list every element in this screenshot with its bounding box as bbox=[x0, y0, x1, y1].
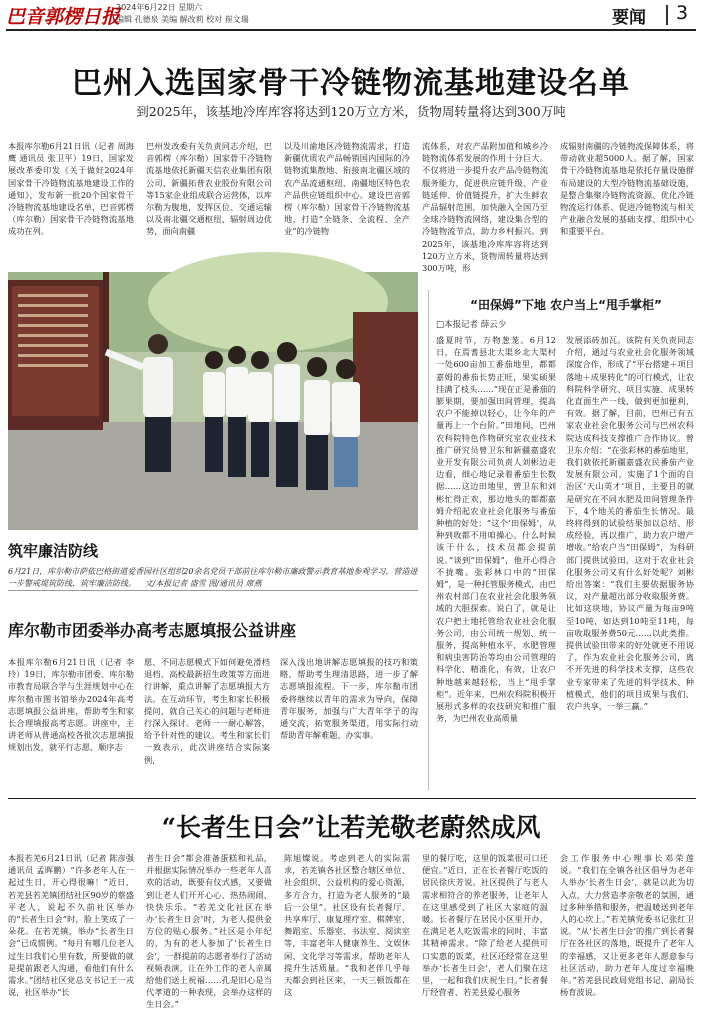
elders-col-2: 者生日会”都会准备蛋糕和礼品，并根据实际情况举办一些老年人喜欢的活动，既要有仪式感，又要做到让老人们开开心心、热热闹闹、快快乐乐。“若羌文化社区在举办‘长者生日会’时，为老人提供金方位的贴心服务。”社区是小年纪的，为有的老人参加了‘长者生日会’，一群提前的志愿者举行了活动视频表演，让在外工作的老人亲属给他们送上祝福……孔是旧心是当代孝道的一种表现，会举办这样的生日会。” bbox=[146, 853, 272, 1010]
tianbaomu-byline: □本报记者 薛云少 bbox=[436, 320, 507, 330]
tianbaomu-col-1: 盛夏时节，万物葱茏。6月12日，在焉耆县北大渠乡北大渠村一处600亩加工番茄地里，都都嘉姆的番茄长势正旺，果实硕果挂满了枝头……“现在正是番茄的膨果期，要加强田间管理，提高农户不能掉以轻心，让今年的产量再上一个台阶。”田地间，巴州农科院特色作物研究室农业技术推广研究员曾卫东和新疆嘉盛农业开发有限公司负责人刘彬边走边看，细心地记录着番茄生长数据……这边田地里，曾卫东和刘彬忙得正欢，那边地头的都都嘉姆介绍起农业社会化服务与番茄种植的好处：“这个‘田保姆’，从种到收都不用咱操心。什么时候该干什么，技术员都会提前说。”谈到“田保姆”，他开心得合不拢嘴。张彩林口中的“田保姆”，是一种托管服务模式，由巴州农村部门在农业社会化服务领域的大胆探索。说白了，就是让农户把土地托管给农业社会化服务公司，由公司统一规划、统一服务，提高种植水平，水肥管理和病虫害防治等均由公司管理的科学化、精准化，有效，让农户种地越来越轻松，当上“甩手掌柜”。近年来，巴州农科院积极开展形式多样的农技研究和推广服务，为巴州农业高质量 bbox=[436, 335, 556, 724]
elders-top-rule bbox=[8, 798, 696, 799]
page-number: 3 bbox=[676, 2, 689, 24]
elders-headline: “长者生日会”让若羌敬老蔚然成风 bbox=[161, 813, 541, 842]
elders-col-4: 里的餐厅吃，这里的饭菜很可口还便宜。”近日，正在长者餐厅吃饭的居民徐庆芳说。社区提供了与老人需求相符合的养老服务，让老年人在这里感受到了社区大家庭的温暖。长者餐厅在居民小区里开办，在满足老人吃饭需求的同时，丰富其精神需求。“除了给老人提供可口实惠的饭菜，社区还经常在这里举办‘长者生日会’，老人们聚在这里，一起和我们庆祝生日。”长者餐厅经营者、若羌县爱心服务 bbox=[422, 853, 548, 998]
masthead-rule bbox=[6, 29, 696, 31]
right-column-divider bbox=[428, 290, 429, 790]
tianbaomu-col-2: 发展添砖加瓦。该院有关负责同志介绍，通过与农业社会化服务领域深度合作，形成了“平台搭建＋项目落地＋成果转化”的可行模式，让农科院科学研究、项目实施、成果转化直面生产一线，做到更加便利、有效。据了解，目前，巴州已有五家农业社会化服务公司与巴州农科院达成科技支撑推广合作协议。曾卫东介绍：“在张彩林的番茄地里，我们就依托新疆嘉盛农民番茄产业发展有限公司，实施了1个面的自治区‘天山英才’项目，主要目的就是研究在不同水肥及田间管理条件下，4个地关的番茄生长情况。最终将得到的试验结果加以总结、形成经验，再以推广，助力农户增产增收。”给农户当“田保姆”，为科研部门提供试验田，这对于农业社会化服务公司又有什么好处呢？刘彬给出答案：“我们主要依据服务协议，对产量超出部分收取服务费。比如这块地，协议产量为每亩9吨至10吨，如达到10吨至11吨，每亩收取服务费50元……以此类推。提供试验田带来的好处就更不用说了，作为农业社会化服务公司，离不开先进的科学技术支撑，这些农业专家带来了先进的科学技术、种植模式，他们的项目成果与我们、农户共享，一举三赢。” bbox=[566, 335, 694, 712]
lead-col-4: 流体系，对农产品附加值和城乡冷链物流体系发展的作用十分巨大。不仅将进一步提升农产品冷链物流服务能力，促进供应链升级、产业链延伸、价值链提升，扩大生鲜农产品辐射范围，加快融入全国乃至全球冷链物流网络，建设集合型的冷链物流节点，助力乡村振兴。到2025年，该基地冷库库容将达到120万立方米，货物周转量将达到300万吨，形 bbox=[422, 141, 548, 274]
lead-subheadline: 到2025年，该基地冷库库容将达到120万立方米，货物周转量将达到300万吨 bbox=[136, 104, 566, 119]
league-headline: 库尔勒市团委举办高考志愿填报公益讲座 bbox=[8, 621, 297, 640]
elders-col-3: 陈旭燦说。考虑到老人的实际需求，若羌镇各社区整合辖区单位、社会组织、公益机构的爱心资源，多方合力，打造为老人服务的“最后一公里”。社区设有长者餐厅、共享库厅、康复理疗室、棋牌室、舞蹈室、乐器室、书法室、阅读室等，丰富老年人健康养生、文娱休闲、文化学习等需求，帮助老年人提升生活质量。“我和老伴几乎每天都会到社区来，一天三顿饭都在这 bbox=[284, 853, 410, 998]
elders-col-5: 会工作服务中心理事长邓荣莲说。“我们在全镇各社区倡导为老年人举办‘长者生日会’，就是以此为切入点，大力营造孝亲敬老的氛围，通过多种举措和服务，把温暖送到老年人的心坎上。”若羌镇党委书记张红卫说。“从‘长者生日会’的推广到长者餐厅在各社区的落地，既提升了老年人的幸福感，又让更多老年人愿意参与社区活动，助力老年人度过幸福晚年。”若羌县民政局党组书记、副局长杨育波说。 bbox=[560, 853, 694, 998]
photo-caption-body: 6月21日，库尔勒市萨依巴格街道爱香园社区组织20余名党员干部前往库尔勒市廉政警示教育基地参观学习，营造进一步警戒堤筑防线，筑牢廉洁防线。 bbox=[8, 567, 418, 588]
section-name: 要闻 bbox=[612, 8, 646, 28]
photo-caption-title: 筑牢廉洁防线 bbox=[8, 542, 99, 560]
league-col-3: 深入浅出地讲解志愿填报的技巧和策略，帮助考生理清思路，进一步了解志愿填报流程。下一步，库尔勒市团委将继续以青年的需求为导向，保障青年服务，加强与广大青年学子的沟通交流，拓宽服务渠道，用实际行动帮助青年解难题、办实事。 bbox=[280, 657, 418, 741]
news-photo bbox=[8, 272, 418, 530]
paper-name: 巴音郭楞日报 bbox=[6, 6, 121, 28]
league-col-2: 愿、不同志愿模式下如何避免滑档退档、高校最新招生政策等方面进行讲解，重点讲解了志愿填报大方法。在互动环节，考生和家长积极提问，就自己关心的问题与老师进行深入探讨。老师一一耐心解答，给予针对性的建议。考生和家长们一致表示，此次讲座结合实际案例， bbox=[144, 657, 270, 765]
lead-col-3: 以及川渝地区冷链物流需求，打造新疆优质农产品畅销国内国际的冷链物流集散地、衔接南北疆区域的农产品流通枢纽、南疆地区特色农产品供应链组织中心。建设巴音郭楞（库尔勒）国家骨干冷链物流基地，打造“全链条、全流程、全产业”的冷链物 bbox=[284, 141, 410, 237]
section-divider bbox=[666, 5, 668, 25]
tianbaomu-headline: “田保姆”下地 农户当上“甩手掌柜” bbox=[470, 298, 662, 312]
photo-credit: 文/本报记者 盛雪 图/通讯员 席燕 bbox=[144, 579, 262, 588]
photo-illustration bbox=[8, 272, 418, 530]
lead-col-5: 成辐射南疆的冷链物流保障体系，将带动就业超5000人。据了解，国家骨干冷链物流基地是依托存量设施群布局建设的大型冷链物流基础设施，是整合集聚冷链物流资源、优化冷链物流运行体系、促进冷链物流与相关产业融合发展的基础支撑、组织中心和重要平台。 bbox=[560, 141, 694, 237]
photo-caption-text bbox=[8, 566, 420, 590]
league-col-1: 本报库尔勒6月21日讯（记者 李玲）19日，库尔勒市团委、库尔勒市教育局联合学与生涯规划中心在库尔勒市图书馆举办2024年高考志愿填报公益讲座，帮助考生和家长合理填报高考志愿。讲座中，主讲老师从普通高校各批次志愿填报规划出发，就平行志愿、顺序志 bbox=[8, 657, 134, 753]
league-top-rule bbox=[8, 590, 418, 591]
elders-col-1: 本报若羌6月21日讯（记者 陈彦强 通讯员 孟晖鹏）“许多老年人在一起过生日，开心得很嘛！”近日，若羌县若羌镇团结社区90岁的蔡盛平老人，说起不久前社区举办的“长者生日会”时，脸上笑成了一朵花。在若羌镇，举办“长者生日会”已成惯例。“每月有哪几位老人过生日我们心里有数，所要做的就是提前跟老人沟通，看他们有什么需求。”团结社区党总支书记王一戎说，社区举办“长 bbox=[8, 853, 134, 998]
lead-headline: 巴州入选国家骨干冷链物流基地建设名单 bbox=[72, 66, 630, 101]
date-line: 2024年6月22日 星期六 bbox=[116, 3, 203, 12]
lead-col-1: 本报库尔勒6月21日讯（记者 周海鹰 通讯员 张卫平）19日，国家发展改革委印发《关于做好2024年国家骨干冷链物流基地建设工作的通知》，发布新一批20个国家骨干冷链物流基地建设名单，巴音郭楞（库尔勒）国家骨干冷链物流基地成功在列。 bbox=[8, 141, 134, 237]
masthead bbox=[0, 0, 702, 30]
lead-col-2: 巴州发改委有关负责同志介绍，巴音郭楞（库尔勒）国家骨干冷链物流基地依托新疆天信农业集团有限公司、新疆拓普农业股份有限公司等15家企业组成联合运营体，以库尔勒为腹地，发挥区位、交通运输以及南北疆交通枢纽、辐射周边优势，面向南疆 bbox=[146, 141, 272, 237]
editors-line: 编辑 孔德泉 美编 解改莉 校对 崔文瑞 bbox=[116, 15, 249, 24]
